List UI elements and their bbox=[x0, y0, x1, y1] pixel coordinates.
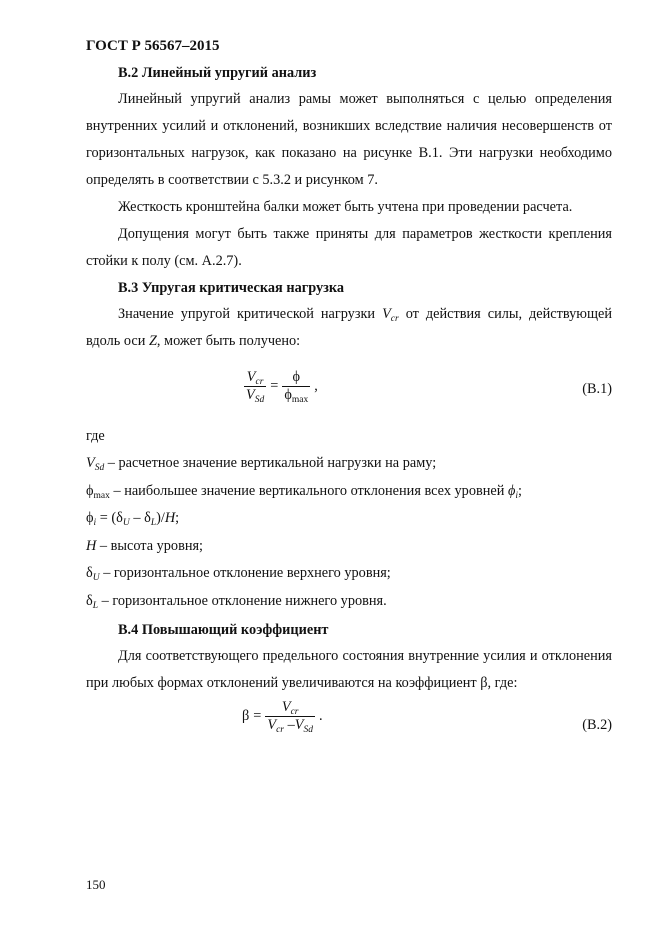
vcr-symbol: $V_{cr}$ bbox=[382, 306, 399, 324]
definition-vsd: $V_{Sd}$ – расчетное значение вертикальной нагрузки на раму; bbox=[86, 455, 437, 473]
eq2-fraction: $\frac{V_{cr}}{V_{cr} -V_{Sd}}$ bbox=[267, 699, 313, 735]
definitions-list bbox=[86, 450, 612, 615]
page-number: 150 bbox=[86, 877, 106, 892]
equation-b2: β = $\frac{V_{cr}}{V_{cr} -V_{Sd}}$ . (В.2) bbox=[242, 699, 612, 735]
paragraph-b4-1: Для соответствующего предельного состояния внутренние усилия и отклонения при любых формах отклонений увеличиваются на коэффициент β, где: bbox=[86, 648, 612, 691]
axis-symbol: Z bbox=[148, 333, 157, 349]
definition-delta-u: $\delta_U$ – горизонтальное отклонение верхнего уровня; bbox=[86, 565, 391, 583]
section-heading-b3: В.3 Упругая критическая нагрузка bbox=[118, 280, 345, 296]
section-heading-b2: В.2 Линейный упругий анализ bbox=[118, 65, 317, 81]
definition-phii: $\phi_i = (\delta_U - \delta_L)/H$; bbox=[86, 510, 180, 528]
eq1-equals-sign: = bbox=[270, 378, 279, 394]
equation-number-b1: (В.1) bbox=[582, 381, 612, 397]
eq2-beta: β bbox=[242, 708, 250, 724]
paragraph-b3-1: Значение упругой критической нагрузки $V_{cr}$ от действия силы, действующей вдоль оси Z, может быть получено: bbox=[86, 306, 612, 349]
section-heading-b4: В.4 Повышающий коэффициент bbox=[118, 622, 329, 638]
eq2-equals-sign: = bbox=[253, 708, 262, 724]
page-body bbox=[86, 60, 612, 759]
eq1-lhs-fraction: $\frac{V_{cr}}{V_{Sd}}$ bbox=[246, 369, 265, 405]
where-label: где bbox=[86, 428, 105, 444]
eq1-rhs-fraction: $\frac{\phi}{\phi_{max}}$ bbox=[284, 369, 309, 405]
paragraph-b2-2: Жесткость кронштейна балки может быть учтена при проведении расчета. bbox=[118, 199, 573, 215]
equation-b1: $\frac{V_{cr}}{V_{Sd}}$ = $\frac{\phi}{\phi_{max}}$ , (В.1) bbox=[246, 369, 612, 405]
paragraph-b2-1: Линейный упругий анализ рамы может выполняться с целью определения внутренних усилий и отклонений, возникших вследствие наличия несовершенств от горизонтальных нагрузок, как показано на рисунке В.1. Эти нагрузки необходимо определять в соответствии с 5.3.2 и рисунком 7. bbox=[86, 91, 612, 188]
definition-h: H – высота уровня; bbox=[86, 537, 204, 554]
definition-phimax: $\phi_{max}$ – наибольшее значение вертикального отклонения всех уровней $\phi_i$; bbox=[86, 482, 522, 501]
document-standard-header: ГОСТ Р 56567–2015 bbox=[86, 38, 220, 54]
paragraph-b2-3: Допущения могут быть также приняты для параметров жесткости крепления стойки к полу (см. А.2.7). bbox=[86, 226, 612, 269]
definition-delta-l: $\delta_L$ – горизонтальное отклонение нижнего уровня. bbox=[86, 592, 387, 611]
equation-number-b2: (В.2) bbox=[582, 717, 612, 733]
